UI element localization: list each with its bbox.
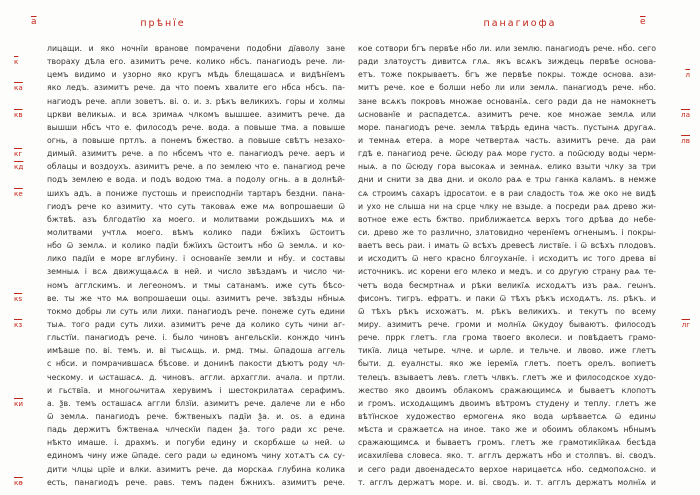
text-line: мѣста и сражаетсѧ на иное. тако же и обоимъ облакомъ нбнымъ xyxy=(358,425,656,435)
margin-chapter-number: кд xyxy=(14,162,24,172)
text-line: исахилїева словеса. яко. т. агглъ держатъ нбо и столпвъ. ві. сводъ. xyxy=(358,451,656,461)
text-line: вѣтїнское художество ермогенѧ яко вода ѡрѣваетсѧ ѿ единѡ xyxy=(358,411,656,421)
margin-chapter-number: кѕ xyxy=(14,293,23,303)
right-text-block xyxy=(358,42,690,489)
text-line: номъ агглскимъ. и легеономъ. и тмы сатанамъ. иже суть бѣсо- xyxy=(47,280,345,290)
text-line: рече. пррк глетъ. гла грома твоего вколеси. и повѣдаетъ грамо- xyxy=(358,333,656,343)
text-line: подъ землею е вода. и подъ водою тма. а подолу огнь. а в долнѣй- xyxy=(47,175,345,185)
text-line: цркви великыѧ. и всѧ зримаѧ члкомъ вышшее. азимитъ рече. да xyxy=(47,109,345,119)
text-line: и громъ. исходѧщимъ двоимъ вѣтромъ студену и теплу. глетъ же xyxy=(358,398,656,408)
text-line: ве. ты же что мѧ вопрошаеши оцы. азимитъ рече. звѣзды нбныѧ xyxy=(47,293,345,303)
text-line: лицащи. и яко ночнїи вранове помрачени подобни дїаволу зане xyxy=(47,44,345,53)
text-line: вотное еже есть бжтво. приближаетсѧ верхъ того дрѣва до небе- xyxy=(358,214,656,224)
text-line: шихъ адъ. а пониже пустошь и преисподнїи тартаръ бездни. пана- xyxy=(47,188,345,198)
left-text-block xyxy=(14,42,345,489)
text-line: жество яко двоимъ облакомъ сражающимсѧ и бываетъ клопотъ xyxy=(358,385,656,395)
text-line: с нбси. и помрачившасѧ бѣсове. и донинѣ пакости дѣютъ роду чл- xyxy=(47,359,345,369)
text-line: источникъ. ис корени его млеко и медъ. и со другую страну раѧ те- xyxy=(358,267,656,277)
margin-chapter-number: л xyxy=(685,70,690,80)
text-line: ѡснованїе и распадетсѧ. азимитъ рече. кое множае землѧ или xyxy=(358,109,656,119)
running-title-right: панагиофа xyxy=(483,18,557,29)
text-line: гдѣ е. панагиод рече. ѿсюду раѧ море густо. а поѿсюду воды черм- xyxy=(358,149,656,159)
text-line: цемъ видимо и узорно яко кругъ мѣдь блещашасѧ и видѣнїемъ xyxy=(47,70,345,80)
text-line: вышши нбсъ что е. филосодъ рече. вода. а повыше тма. а повыше xyxy=(47,122,345,132)
text-line: нѣкто имаше. і. драхмъ. и погуби едину и скорбѧше ѡ ней. ѡ xyxy=(47,438,345,448)
text-line: быти. д. еуалнсты. яко же іеремїѧ глетъ. поетъ орелъ. вопиетъ xyxy=(358,359,656,369)
text-line: телецъ. взываетъ левъ. глетъ члвкъ. глетъ же и филосодское худо- xyxy=(358,372,656,382)
text-line: етъ. тоже покрываетъ. бгъ же первѣе покры. тожде основа. ази- xyxy=(358,70,656,80)
quire-mark-left: а xyxy=(31,17,37,27)
text-line: дити члцы црїе и влки. азимитъ рече. да морскаѧ глубина колика xyxy=(47,464,345,474)
text-line: фисонъ. тигръ. ефратъ. и паки ѿ тѣхъ рѣкъ исходѧтъ. лѕ. рѣкъ. и xyxy=(358,293,656,303)
margin-chapter-number: ке xyxy=(14,188,23,198)
margin-chapter-number: лв xyxy=(681,136,690,146)
text-line: гльстїи. панагиодъ рече. і. было чиновъ ангельскїи. конждо чинъ xyxy=(47,333,345,343)
running-title-left: прѣнїе xyxy=(140,18,186,29)
text-line: си. древо же то различно, златовидно черенїемъ огненымъ. і покры- xyxy=(358,227,656,237)
text-line: и ухо не слыша ни на срце члку не взыде. а посреди раѧ древо жи- xyxy=(358,201,656,211)
text-line: облацы и воздоухъ. азимитъ рече. а по землею что е. панагиод рече xyxy=(47,162,345,172)
text-line: сѧ строимъ сахаръ ідросатои. е в раи сладость тоѧ же око не видѣ xyxy=(358,188,656,198)
text-line: есть, панагиодъ рече. равѕ. темъ паден бжнихъ. азимитъ рече. xyxy=(47,477,345,487)
text-line: нбо ѿ землѧ. и колико падїи бжїихъ ѿстоитъ нбо ѿ землѧ. и ко- xyxy=(47,241,345,251)
text-line: и гьствїа. и многоѡчитаѧ херувимъ і шестокрилатаѧ серафимъ. xyxy=(47,385,345,395)
text-line: и сего ради двоенадесѧто верхое нарицаетсѧ нбо. седмопоѧсно. и xyxy=(358,464,656,474)
text-line: бжтвѣ. азъ блгодатїю ха моего. и молитвами рождьшихъ мѧ и xyxy=(47,214,345,224)
margin-chapter-number: кг xyxy=(14,149,23,159)
text-line: нагиодъ рече. апли зоветъ. ві. о. и. з. рѣкъ великихъ. горы и холмы xyxy=(47,96,345,106)
text-line: имѣаше по. ві. темъ. и. ві тысѧщь. и. рмд. тмы. ѿпадоша аггель xyxy=(47,346,345,356)
folio-number: е xyxy=(640,17,646,27)
text-line: ваетъ весь раи. і имать ѿ всѣхъ древесѣ листвїе. і ѿ всѣхъ плодовъ. xyxy=(358,241,656,251)
text-line: ческому. и ѡсташасѧ. д. чиновъ. аггли. архаггли. ачала. и пртли. xyxy=(47,372,345,382)
text-line: твораху дѣла его. азимитъ рече. колико нбсъ. панагиодъ рече. ли- xyxy=(47,57,345,67)
right-page xyxy=(350,0,700,495)
text-line: земныѧ і всѧ движущаѧсѧ в ней. и число звѣздамъ и число чи- xyxy=(47,267,345,277)
text-line: гиодъ рече ко азимиту. что суть таковаѧ еже мѧ вопрошаеши ѿ xyxy=(47,201,345,211)
margin-chapter-number: кз xyxy=(14,320,23,330)
margin-chapter-number: кв xyxy=(14,109,23,119)
text-line: единомъ чину иже ѿпаде. сего ради ѡ единомъ чину хотѧтъ сѧ су- xyxy=(47,451,345,461)
text-line: митъ рече. кое е болши небо ли или землѧ. панагиодъ рече. нбо. xyxy=(358,83,656,93)
text-line: молитвами учтлѧ моего. вѣмъ колико пади бжїихъ ѿстоитъ xyxy=(47,227,345,237)
text-line: ради златоустъ дивитсѧ глѧ. якъ всѧкъ зиждець первѣе основа- xyxy=(358,57,656,67)
text-line: а. ѯв. темъ осташасѧ аггли блзїи. азимитъ рече. далече ли е нбо xyxy=(47,398,345,408)
text-line: яко ледъ. азимитъ рече. да что поемъ хвалите его нбса нбсъ. па- xyxy=(47,83,345,93)
text-line: тикїа. лица четыре. члче. и ѡрле. и тельче. и лвово. иже глетъ xyxy=(358,346,656,356)
text-line: ѿ землѧ. панагиодъ рече. бжтвеныхъ падїи ѯа. и. оѕ. а едина xyxy=(47,411,345,421)
text-line: токмо добры ли суть или лихи. панагиодъ рече. понеже суть едини xyxy=(47,306,345,316)
margin-chapter-number: ка xyxy=(14,83,23,93)
margin-chapter-number: лг xyxy=(681,320,690,330)
margin-chapter-number: к xyxy=(14,57,19,67)
margin-chapter-number: ки xyxy=(14,399,24,409)
text-line: четъ вода бесмртнаѧ и рѣки великїѧ исходѧтъ изъ раѧ. геѡнъ. xyxy=(358,280,656,290)
text-line: димый. азимитъ рече. а по нбсемъ что е. панагиодъ рече. аеръ и xyxy=(47,149,345,159)
text-line: миру. азимитъ рече. громи и молнїѧ ѿкудоу бываютъ. филосодъ xyxy=(358,319,656,329)
text-line: огнь, а повыше пртлъ. а понемъ бжество. а повыше свѣтъ незахо- xyxy=(47,135,345,145)
text-line: сражающимсѧ и бываетъ громъ. глетъ же грамотикїйкаѧ бесѣда xyxy=(358,438,656,448)
text-line: тыѧ. того ради суть лихи. азимитъ рече да колико суть чини аг- xyxy=(47,319,345,329)
margin-chapter-number: ла xyxy=(681,109,690,119)
margin-chapter-number: кѳ xyxy=(14,477,23,487)
text-line: падь держитъ бжтвенаѧ члческїи паден ѯа. того ради хс рече. xyxy=(47,425,345,435)
text-line: и исходитъ ѿ него красно блгоуханїе. і исходитъ ис того древа ві xyxy=(358,254,656,264)
text-line: зане всѧкъ покровъ множае основанїѧ. сего ради да не намокнетъ xyxy=(358,96,656,106)
text-line: дни и снити за два дни. и около раѧ е трѡ ганка каламъ. в немже xyxy=(358,175,656,185)
text-line: т. агглъ держатъ море. и. ві. сводъ. и. т. агглъ держатъ молнїѧ и xyxy=(358,477,656,487)
text-line: ныѧ. а по ѿсюду гора высокаѧ и земнаѧ. елико взыти члку за три xyxy=(358,162,656,172)
text-line: ѿ тѣхъ рѣкъ исхожатъ. м. рѣкъ великихъ. и текутъ по всему xyxy=(358,306,656,316)
text-line: лико падїи е море вглубину. і основанїе земли и нбу. и составы xyxy=(47,254,345,264)
text-line: кое сотвори бгъ первѣе нбо ли. или землю. панагиодъ рече. нбо. сего xyxy=(358,44,656,53)
text-line: море. панагиодъ рече. землѧ твѣрдь едина часть. пустынѧ другаѧ. xyxy=(358,122,656,132)
text-line: и темнаѧ етера. а море четвертаѧ часть. азимитъ рече. да раи xyxy=(358,135,656,145)
